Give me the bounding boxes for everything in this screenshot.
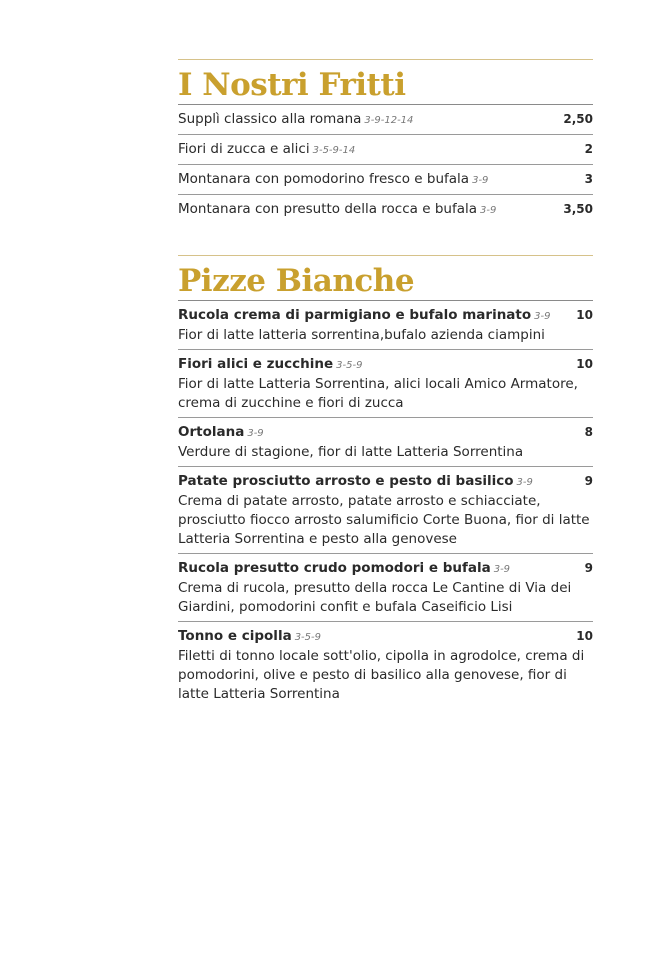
item-price: 9 [584,561,593,575]
item-name: Rucola presutto crudo pomodori e bufala [178,560,491,576]
item-description: Fior di latte Latteria Sorrentina, alici locali Amico Armatore, crema di zucchine e fiori di zucca [178,376,578,411]
item-allergens: 3-9 [480,205,497,216]
item-allergens: 3-9 [534,311,551,322]
item-allergens: 3-5-9-14 [312,145,356,156]
fritti-section [178,59,593,224]
item-description: Fior di latte latteria sorrentina,bufalo azienda ciampini [178,327,545,343]
section-title: I Nostri Fritti [178,60,593,105]
pizze-bianche-section [178,255,593,708]
pizze-bianche-list [178,301,593,708]
item-description: Crema di rucola, presutto della rocca Le Cantine di Via dei Giardini, pomodorini confit e bufala Caseificio Lisi [178,580,572,615]
item-name: Rucola crema di parmigiano e bufalo marinato [178,307,532,323]
item-name: Montanara con pomodorino fresco e bufala [178,171,470,187]
menu-item [178,165,593,195]
item-price: 9 [584,474,593,488]
item-description: Crema di patate arrosto, patate arrosto e schiacciate, prosciutto fiocco arrosto salumificio Corte Buona, fior di latte Latteria Sorrentina e pesto alla genovese [178,493,590,547]
menu-item [178,105,593,135]
item-price: 3,50 [563,202,593,216]
menu-item [178,622,593,708]
item-price: 8 [584,425,593,439]
item-allergens: 3-9 [472,175,489,186]
menu-item [178,554,593,622]
item-name: Fiori di zucca e alici [178,141,310,157]
menu-item [178,418,593,467]
menu-item [178,350,593,418]
menu-item [178,195,593,224]
item-price: 10 [576,629,593,643]
menu-item [178,467,593,554]
item-allergens: 3-9 [516,477,533,488]
item-name: Montanara con presutto della rocca e bufala [178,201,477,217]
item-name: Tonno e cipolla [178,628,292,644]
item-allergens: 3-9 [493,564,511,575]
item-name: Supplì classico alla romana [178,111,362,127]
item-allergens: 3-5-9 [336,360,363,371]
item-description: Filetti di tonno locale sott'olio, cipolla in agrodolce, crema di pomodorini, olive e pesto di basilico alla genovese, fior di latte Latteria Sorrentina [178,648,585,702]
menu-item [178,301,593,350]
item-name: Ortolana [178,424,245,440]
item-allergens: 3-9 [247,428,264,439]
item-name: Patate prosciutto arrosto e pesto di basilico [178,473,514,489]
item-name: Fiori alici e zucchine [178,356,334,372]
item-price: 10 [576,357,593,371]
item-price: 10 [576,308,593,322]
item-price: 2 [584,142,593,156]
item-description: Verdure di stagione, fior di latte Latteria Sorrentina [178,444,524,460]
fritti-list [178,105,593,224]
menu-item [178,135,593,165]
section-title: Pizze Bianche [178,256,593,301]
item-allergens: 3-5-9 [294,632,321,643]
item-price: 3 [584,172,593,186]
item-allergens: 3-9-12-14 [364,115,414,126]
item-price: 2,50 [563,112,593,126]
